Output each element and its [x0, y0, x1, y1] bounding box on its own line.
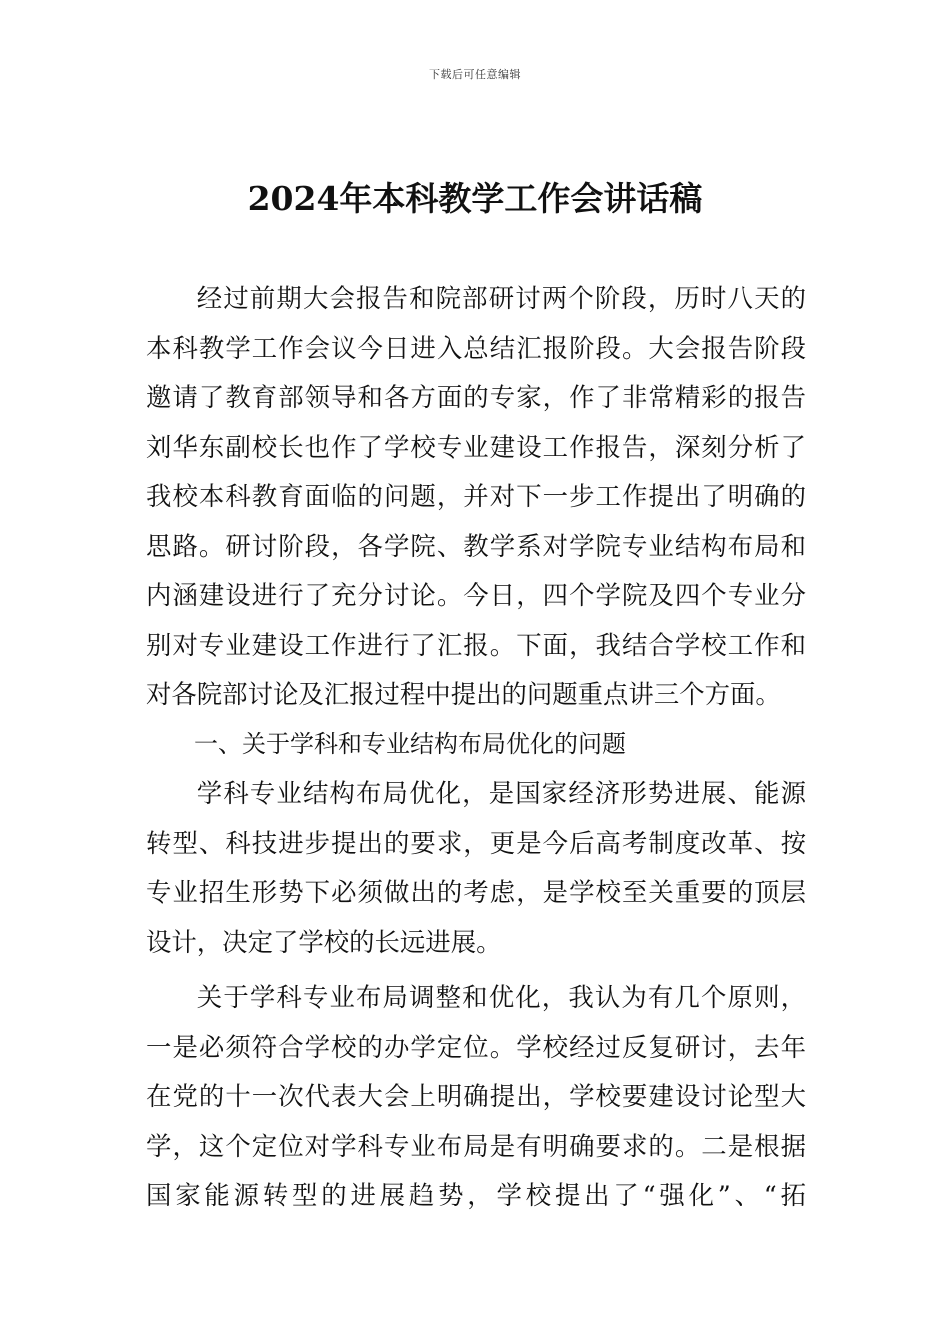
paragraph-intro: 经过前期大会报告和院部研讨两个阶段，历时八天的本科教学工作会议今日进入总结汇报阶段。大会报告阶段邀请了教育部领导和各方面的专家，作了非常精彩的报告刘华东副校长也作了学校专业建设工作报告，深刻分析了我校本科教育面临的问题，并对下一步工作提出了明确的思路。研讨阶段，各学院、教学系对学院专业结构布局和内涵建设进行了充分讨论。今日，四个学院及四个专业分别对专业建设工作进行了汇报。下面，我结合学校工作和对各院部讨论及汇报过程中提出的问题重点讲三个方面。 [146, 283, 806, 709]
section-heading-1: 一、关于学科和专业结构布局优化的问题 [194, 729, 626, 758]
paragraph-principles: 关于学科专业布局调整和优化，我认为有几个原则，一是必须符合学校的办学定位。学校经过反复研讨，去年在党的十一次代表大会上明确提出，学校要建设讨论型大学，这个定位对学科专业布局是有明确要求的。二是根据国家能源转型的进展趋势，学校提出了“强化”、“拓 [146, 982, 806, 1210]
page-header-note: 下载后可任意编辑 [429, 68, 521, 81]
document-title: 2024年本科教学工作会讲话稿 [247, 179, 703, 218]
document-body [146, 274, 806, 1221]
paragraph-section-1: 学科专业结构布局优化，是国家经济形势进展、能源转型、科技进步提出的要求，更是今后高考制度改革、按专业招生形势下必须做出的考虑，是学校至关重要的顶层设计，决定了学校的长远进展。 [146, 778, 806, 957]
